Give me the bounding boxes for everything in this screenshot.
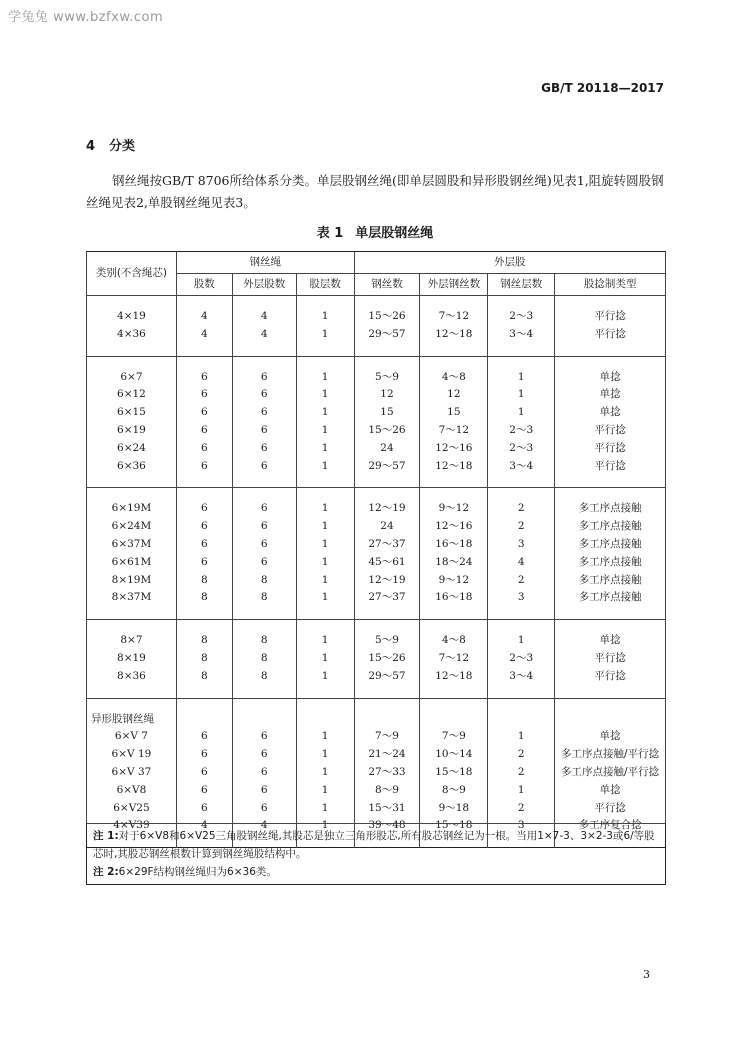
- table-row: [87, 782, 666, 800]
- header-outer-strand: 外层股: [354, 252, 665, 274]
- cell-lay-type: 单捻: [555, 632, 666, 650]
- cell-lay-type: 多工序点接触: [555, 589, 666, 607]
- spacer-row: [87, 620, 666, 633]
- cell-outer-strand-count: 6: [232, 554, 296, 572]
- cell-outer-wire-count: 12～16: [420, 440, 488, 458]
- cell-wire-count: 24: [354, 518, 420, 536]
- cell-outer-strand-count: 8: [232, 632, 296, 650]
- cell-wire-layers: 2～3: [488, 440, 555, 458]
- cell-lay-type: 多工序点接触: [555, 518, 666, 536]
- cell-wire-count: 12～19: [354, 500, 420, 518]
- table-row: [87, 632, 666, 650]
- cell-wire-layers: 1: [488, 782, 555, 800]
- header-outer-strand-count: 外层股数: [232, 274, 296, 296]
- table-row: [87, 764, 666, 782]
- cell-wire-layers: 3: [488, 589, 555, 607]
- cell-outer-strand-count: 6: [232, 728, 296, 746]
- cell-strand-layers: 1: [296, 554, 354, 572]
- cell-strand-layers: 1: [296, 440, 354, 458]
- spacer-row: [87, 607, 666, 620]
- table-row: [87, 404, 666, 422]
- spacer-row: [87, 296, 666, 309]
- cell-wire-count: 8～9: [354, 782, 420, 800]
- group-label-row: [87, 711, 666, 729]
- cell-category: 6×V 7: [87, 728, 177, 746]
- table-row: [87, 554, 666, 572]
- cell-wire-layers: 1: [488, 632, 555, 650]
- cell-wire-layers: 1: [488, 386, 555, 404]
- table-row: [87, 650, 666, 668]
- cell-outer-strand-count: 6: [232, 746, 296, 764]
- cell-strand-layers: 1: [296, 572, 354, 590]
- cell-wire-layers: 4: [488, 554, 555, 572]
- cell-outer-wire-count: 10～14: [420, 746, 488, 764]
- cell-wire-count: 24: [354, 440, 420, 458]
- cell-outer-strand-count: 8: [232, 589, 296, 607]
- cell-outer-wire-count: 7～12: [420, 650, 488, 668]
- cell-strand-layers: 1: [296, 632, 354, 650]
- cell-outer-strand-count: 6: [232, 386, 296, 404]
- table-body: [87, 296, 666, 848]
- page-number: 3: [643, 968, 650, 981]
- table-row: [87, 308, 666, 326]
- cell-lay-type: 单捻: [555, 404, 666, 422]
- cell-category: 6×61M: [87, 554, 177, 572]
- table-row: [87, 422, 666, 440]
- table-row: [87, 668, 666, 686]
- cell-category: 8×19M: [87, 572, 177, 590]
- cell-strand-count: 6: [176, 746, 232, 764]
- cell-lay-type: 单捻: [555, 369, 666, 387]
- cell-outer-strand-count: 6: [232, 764, 296, 782]
- cell-strand-count: 8: [176, 632, 232, 650]
- note-2-tag: 注 2:: [93, 866, 119, 878]
- cell-strand-count: 6: [176, 536, 232, 554]
- cell-lay-type: 多工序点接触: [555, 500, 666, 518]
- cell-wire-layers: 2: [488, 764, 555, 782]
- cell-wire-layers: 1: [488, 404, 555, 422]
- note-1: [93, 827, 659, 863]
- cell-outer-strand-count: 4: [232, 817, 296, 835]
- note-2-text: 6×29F结构钢丝绳归为6×36类。: [118, 866, 277, 878]
- cell-outer-wire-count: 7～9: [420, 728, 488, 746]
- table-row: [87, 728, 666, 746]
- cell-category: 8×36: [87, 668, 177, 686]
- cell-strand-count: 6: [176, 404, 232, 422]
- header-wire-count: 钢丝数: [354, 274, 420, 296]
- cell-wire-layers: 3: [488, 817, 555, 835]
- table-row: [87, 386, 666, 404]
- cell-outer-wire-count: 9～18: [420, 800, 488, 818]
- cell-outer-strand-count: 8: [232, 668, 296, 686]
- cell-outer-wire-count: 7～12: [420, 422, 488, 440]
- table-row: [87, 746, 666, 764]
- cell-outer-wire-count: 9～12: [420, 572, 488, 590]
- cell-strand-layers: 1: [296, 518, 354, 536]
- cell-outer-strand-count: 6: [232, 500, 296, 518]
- cell-outer-wire-count: 15～18: [420, 817, 488, 835]
- cell-outer-wire-count: 9～12: [420, 500, 488, 518]
- cell-category: 6×37M: [87, 536, 177, 554]
- cell-outer-wire-count: 12～16: [420, 518, 488, 536]
- table-row: [87, 458, 666, 476]
- cell-category: 6×V8: [87, 782, 177, 800]
- cell-lay-type: 多工序点接触/平行捻: [555, 764, 666, 782]
- cell-category: 6×V25: [87, 800, 177, 818]
- header-outer-wire-count: 外层钢丝数: [420, 274, 488, 296]
- table-row: [87, 589, 666, 607]
- cell-category: 6×12: [87, 386, 177, 404]
- cell-category: 8×19: [87, 650, 177, 668]
- spacer-row: [87, 356, 666, 369]
- note-1-tag: 注 1:: [93, 830, 119, 842]
- cell-strand-count: 6: [176, 518, 232, 536]
- cell-lay-type: 单捻: [555, 782, 666, 800]
- cell-strand-layers: 1: [296, 746, 354, 764]
- cell-strand-count: 6: [176, 782, 232, 800]
- table-row: [87, 800, 666, 818]
- cell-strand-count: 8: [176, 589, 232, 607]
- cell-category: 6×19: [87, 422, 177, 440]
- table-title: 单层股钢丝绳: [355, 226, 434, 241]
- cell-outer-wire-count: 12～18: [420, 668, 488, 686]
- cell-category: 6×24M: [87, 518, 177, 536]
- cell-outer-strand-count: 6: [232, 369, 296, 387]
- cell-outer-strand-count: 6: [232, 458, 296, 476]
- cell-strand-count: 8: [176, 668, 232, 686]
- cell-strand-count: 4: [176, 817, 232, 835]
- cell-category: 6×36: [87, 458, 177, 476]
- cell-strand-layers: 1: [296, 404, 354, 422]
- cell-outer-strand-count: 8: [232, 572, 296, 590]
- cell-wire-count: 27～37: [354, 536, 420, 554]
- section-number: 4: [86, 139, 96, 154]
- cell-outer-wire-count: 15: [420, 404, 488, 422]
- cell-strand-count: 8: [176, 650, 232, 668]
- cell-lay-type: 平行捻: [555, 440, 666, 458]
- cell-lay-type: 平行捻: [555, 800, 666, 818]
- header-strand-layers: 股层数: [296, 274, 354, 296]
- table-notes: [86, 823, 666, 885]
- cell-lay-type: 单捻: [555, 386, 666, 404]
- cell-wire-count: 5～9: [354, 632, 420, 650]
- cell-wire-count: 27～33: [354, 764, 420, 782]
- cell-category: 4×19: [87, 308, 177, 326]
- cell-wire-layers: 2～3: [488, 308, 555, 326]
- cell-category: 8×7: [87, 632, 177, 650]
- note-1-text: 对于6×V8和6×V25三角股钢丝绳,其股芯是独立三角形股芯,所有股芯钢丝记为一根。当用1×7-3、3×2-3或6/等股芯时,其股芯钢丝根数计算到钢丝绳股结构中。: [93, 830, 655, 860]
- header-wire-layers: 钢丝层数: [488, 274, 555, 296]
- cell-wire-count: 15～26: [354, 308, 420, 326]
- cell-wire-layers: 3～4: [488, 458, 555, 476]
- cell-strand-layers: 1: [296, 728, 354, 746]
- cell-strand-layers: 1: [296, 458, 354, 476]
- cell-wire-layers: 1: [488, 369, 555, 387]
- table-row: [87, 326, 666, 344]
- cell-strand-layers: 1: [296, 369, 354, 387]
- cell-wire-count: 29～57: [354, 326, 420, 344]
- cell-outer-strand-count: 6: [232, 404, 296, 422]
- cell-lay-type: 平行捻: [555, 422, 666, 440]
- cell-outer-strand-count: 6: [232, 800, 296, 818]
- cell-wire-layers: 3: [488, 536, 555, 554]
- cell-strand-layers: 1: [296, 536, 354, 554]
- cell-outer-wire-count: 15～18: [420, 764, 488, 782]
- cell-wire-count: 15～26: [354, 650, 420, 668]
- note-2: [93, 863, 659, 881]
- cell-strand-layers: 1: [296, 308, 354, 326]
- cell-wire-layers: 2: [488, 572, 555, 590]
- cell-lay-type: 平行捻: [555, 650, 666, 668]
- cell-strand-count: 6: [176, 800, 232, 818]
- header-strand-count: 股数: [176, 274, 232, 296]
- table-row: [87, 440, 666, 458]
- spacer-row: [87, 698, 666, 711]
- cell-lay-type: 平行捻: [555, 326, 666, 344]
- cell-outer-strand-count: 6: [232, 536, 296, 554]
- cell-wire-layers: 2: [488, 800, 555, 818]
- cell-wire-layers: 1: [488, 728, 555, 746]
- cell-wire-layers: 2: [488, 500, 555, 518]
- cell-category: 6×V 37: [87, 764, 177, 782]
- cell-wire-count: 45～61: [354, 554, 420, 572]
- header-category: 类别(不含绳芯): [87, 252, 177, 296]
- cell-category: 6×15: [87, 404, 177, 422]
- cell-lay-type: 平行捻: [555, 668, 666, 686]
- cell-strand-layers: 1: [296, 782, 354, 800]
- cell-outer-wire-count: 12～18: [420, 458, 488, 476]
- cell-strand-count: 6: [176, 554, 232, 572]
- header-lay-type: 股捻制类型: [555, 274, 666, 296]
- cell-strand-count: 4: [176, 326, 232, 344]
- cell-lay-type: 多工序复合捻: [555, 817, 666, 835]
- cell-wire-count: 15～26: [354, 422, 420, 440]
- cell-wire-layers: 2～3: [488, 650, 555, 668]
- table-row: [87, 536, 666, 554]
- cell-lay-type: 平行捻: [555, 458, 666, 476]
- spacer-row: [87, 488, 666, 501]
- cell-outer-wire-count: 12: [420, 386, 488, 404]
- table-row: [87, 500, 666, 518]
- cell-category: 6×V 19: [87, 746, 177, 764]
- cell-wire-count: 12: [354, 386, 420, 404]
- cell-lay-type: 单捻: [555, 728, 666, 746]
- cell-lay-type: 平行捻: [555, 308, 666, 326]
- cell-strand-count: 6: [176, 369, 232, 387]
- spacer-row: [87, 686, 666, 699]
- cell-strand-layers: 1: [296, 650, 354, 668]
- cell-strand-count: 6: [176, 422, 232, 440]
- section-title: 分类: [109, 139, 136, 154]
- cell-outer-strand-count: 6: [232, 782, 296, 800]
- cell-strand-layers: 1: [296, 386, 354, 404]
- cell-wire-layers: 3～4: [488, 668, 555, 686]
- cell-wire-layers: 2～3: [488, 422, 555, 440]
- cell-wire-layers: 3～4: [488, 326, 555, 344]
- cell-strand-count: 6: [176, 458, 232, 476]
- cell-outer-wire-count: 18～24: [420, 554, 488, 572]
- table-row: [87, 572, 666, 590]
- cell-strand-layers: 1: [296, 326, 354, 344]
- cell-strand-count: 6: [176, 440, 232, 458]
- table-row: [87, 518, 666, 536]
- cell-category: 8×37M: [87, 589, 177, 607]
- cell-category: 4×36: [87, 326, 177, 344]
- cell-wire-count: 5～9: [354, 369, 420, 387]
- cell-strand-layers: 1: [296, 800, 354, 818]
- cell-category: 6×19M: [87, 500, 177, 518]
- cell-outer-wire-count: 16～18: [420, 589, 488, 607]
- cell-lay-type: 多工序点接触: [555, 536, 666, 554]
- cell-wire-count: 21～24: [354, 746, 420, 764]
- cell-wire-layers: 2: [488, 746, 555, 764]
- group-label: 异形股钢丝绳: [87, 711, 177, 729]
- watermark: 学兔兔 www.bzfxw.com: [8, 10, 164, 25]
- body-paragraph: 钢丝绳按GB/T 8706所给体系分类。单层股钢丝绳(即单层圆股和异形股钢丝绳)见表1,阻旋转圆股钢丝绳见表2,单股钢丝绳见表3。: [86, 173, 664, 210]
- cell-wire-count: 29～57: [354, 458, 420, 476]
- cell-outer-wire-count: 4～8: [420, 369, 488, 387]
- cell-strand-layers: 1: [296, 422, 354, 440]
- cell-strand-layers: 1: [296, 589, 354, 607]
- cell-lay-type: 多工序点接触: [555, 572, 666, 590]
- cell-strand-count: 6: [176, 728, 232, 746]
- cell-strand-layers: 1: [296, 500, 354, 518]
- cell-outer-wire-count: 4～8: [420, 632, 488, 650]
- table-row: [87, 369, 666, 387]
- standard-code: GB/T 20118—2017: [541, 81, 664, 95]
- cell-wire-count: 15～31: [354, 800, 420, 818]
- cell-lay-type: 多工序点接触: [555, 554, 666, 572]
- cell-wire-count: 27～37: [354, 589, 420, 607]
- cell-strand-count: 4: [176, 308, 232, 326]
- cell-category: 6×24: [87, 440, 177, 458]
- cell-outer-strand-count: 4: [232, 308, 296, 326]
- section-heading: [86, 135, 135, 154]
- spacer-row: [87, 344, 666, 357]
- cell-wire-count: 39～48: [354, 817, 420, 835]
- cell-outer-strand-count: 8: [232, 650, 296, 668]
- cell-outer-wire-count: 7～12: [420, 308, 488, 326]
- cell-outer-wire-count: 16～18: [420, 536, 488, 554]
- cell-outer-strand-count: 6: [232, 518, 296, 536]
- cell-wire-layers: 2: [488, 518, 555, 536]
- header-rope: 钢丝绳: [176, 252, 354, 274]
- cell-wire-count: 29～57: [354, 668, 420, 686]
- cell-wire-count: 12～19: [354, 572, 420, 590]
- cell-outer-strand-count: 4: [232, 326, 296, 344]
- cell-wire-count: 15: [354, 404, 420, 422]
- cell-category: 4×V39: [87, 817, 177, 835]
- cell-outer-strand-count: 6: [232, 440, 296, 458]
- table-caption: [0, 222, 750, 241]
- cell-outer-wire-count: 8～9: [420, 782, 488, 800]
- cell-strand-count: 6: [176, 764, 232, 782]
- cell-strand-layers: 1: [296, 668, 354, 686]
- cell-strand-count: 8: [176, 572, 232, 590]
- cell-strand-count: 6: [176, 386, 232, 404]
- spacer-row: [87, 475, 666, 488]
- cell-category: 6×7: [87, 369, 177, 387]
- cell-strand-count: 6: [176, 500, 232, 518]
- cell-wire-count: 7～9: [354, 728, 420, 746]
- cell-outer-wire-count: 12～18: [420, 326, 488, 344]
- cell-strand-layers: 1: [296, 764, 354, 782]
- rope-classification-table: [86, 251, 666, 848]
- cell-lay-type: 多工序点接触/平行捻: [555, 746, 666, 764]
- table-number: 表 1: [316, 226, 344, 241]
- cell-strand-layers: 1: [296, 817, 354, 835]
- cell-outer-strand-count: 6: [232, 422, 296, 440]
